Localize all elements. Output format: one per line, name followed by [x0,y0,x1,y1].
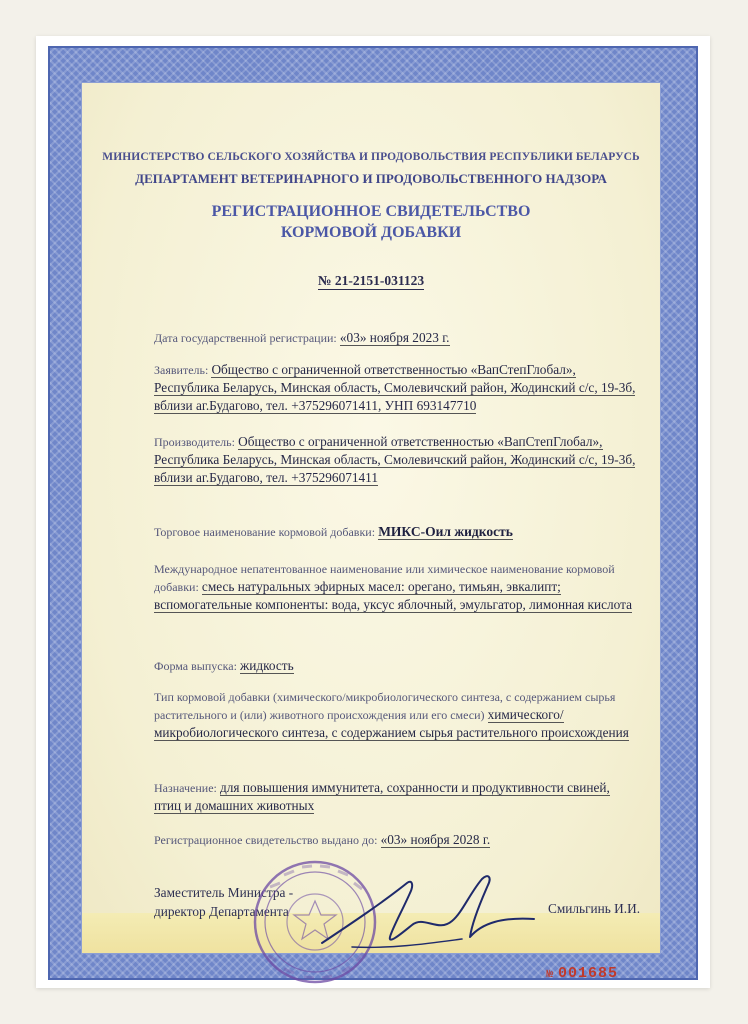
applicant-label: Заявитель: [154,363,209,377]
certificate-title-line1: РЕГИСТРАЦИОННОЕ СВИДЕТЕЛЬСТВО [211,203,531,220]
type-field [154,689,640,742]
signatory-position-line1: Заместитель Министра - [154,885,294,900]
trade-name-label: Торговое наименование кормовой добавки: [154,525,376,539]
manufacturer-value: Общество с ограниченной ответственностью «ВапСтепГлобал», Республика Беларусь, Минская область, Смолевичский район, Жодинский с/с, 19-3б, вблизи аг.Будагово, тел. +375296071411 [154,434,636,485]
form-field [154,657,640,675]
signatory-position-line2: директор Департамента [154,904,289,919]
valid-until-field [154,831,640,849]
inn-value: смесь натуральных эфирных масел: орегано, тимьян, эвкалипт; вспомогательные компоненты: вода, уксус яблочный, эмульгатор, лимонная кислота [154,579,632,612]
manufacturer-field [154,433,640,487]
serial-value: 001685 [557,965,618,982]
type-label: Тип кормовой добавки (химического/микробиологического синтеза, с содержанием сырья растительного и (или) животного происхождения или его смеси) [154,690,616,722]
purpose-label: Назначение: [154,781,217,795]
form-value: жидкость [240,658,294,673]
registration-date-label: Дата государственной регистрации: [154,331,337,345]
trade-name-value: МИКС-Оил жидкость [378,524,513,539]
certificate-panel [81,82,661,982]
ministry-heading: МИНИСТЕРСТВО СЕЛЬСКОГО ХОЗЯЙСТВА И ПРОДОВОЛЬСТВИЯ РЕСПУБЛИКИ БЕЛАРУСЬ [102,151,640,163]
purpose-field [154,779,640,815]
trade-name-field [154,523,640,541]
applicant-field [154,361,640,415]
serial-number [546,965,618,982]
applicant-value: Общество с ограниченной ответственностью «ВапСтепГлобал», Республика Беларусь, Минская область, Смолевичский район, Жодинский с/с, 19-3б, вблизи аг.Будагово, тел. +375296071411, УНП 693147710 [154,362,636,413]
purpose-value: для повышения иммунитета, сохранности и продуктивности свиней, птиц и домашних животных [154,780,610,813]
department-heading: ДЕПАРТАМЕНТ ВЕТЕРИНАРНОГО И ПРОДОВОЛЬСТВЕННОГО НАДЗОРА [135,171,607,186]
certificate-number: № 21-2151-031123 [317,273,425,288]
inn-field [154,561,640,614]
signature-icon [312,863,542,963]
type-value: химического/микробиологического синтеза, с содержанием сырья растительного происхождения [154,707,629,740]
certificate-title-line2: КОРМОВОЙ ДОБАВКИ [280,224,462,241]
serial-prefix: № [546,969,554,981]
valid-until-value: «03» ноября 2028 г. [380,832,491,847]
registration-date-value: «03» ноября 2023 г. [339,330,450,345]
signatory-name: Смильгинь И.И. [548,901,641,916]
valid-until-label: Регистрационное свидетельство выдано до: [154,833,378,847]
inn-label: Международное непатентованное наименование или химическое наименование кормовой добавки: [154,562,615,594]
certificate-sheet [36,36,710,988]
registration-date-field [154,329,640,347]
manufacturer-label: Производитель: [154,435,235,449]
form-label: Форма выпуска: [154,659,237,673]
